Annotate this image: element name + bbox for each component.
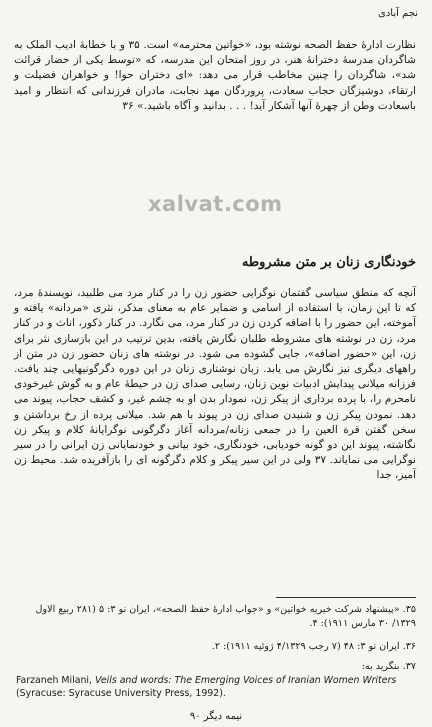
page-footer: نیمه دیگر ۹۰ [189,711,243,722]
watermark: xalvat.com [148,192,283,216]
citation-author: Farzaneh Milani, [16,675,95,686]
citation-publisher: (Syracuse: Syracuse University Press, 1992). [16,688,226,699]
footnote-36: ۳۶. ایران نو ۳: ۴۸ (۷ رجب ۴/۱۳۲۹ ژوئیه ۱۹۱۱): ۲. [211,641,416,652]
footnote-35: ۳۵. «پیشنهاد شرکت خیریه خواتین» و «جواب ادارهٔ حفظ الصحه»، ایران نو ۳: ۵ (۲۸۱ ربیع الاول ۱۳۲۹/ ۳۰ مارس ۱۹۱۱): ۴. [35,604,416,629]
footnote-separator [276,597,416,598]
paragraph-1: نظارت ادارهٔ حفظ الصحه نوشته بود، «خواتین محترمه» است. ۳۵ و با خطابهٔ ادیب الملک به شاگردان مدرسهٔ دخترانهٔ هنر، در روز امتحان این مدرسه، که «توسط یکی از حضار قرائت شد»، شاگردان را چنین مخاطب قرار می دهد: «ای دختران حوا! و خواهران فضیلت و ارتقاء، دوشیزگان حجاب سعادت، پروردگان مهد نجابت، مادران فرزندانی که انتظار و امید باسعادت وطن از چهرهٔ آنها آشکار آید! . . . بدانید و آگاه باشید.» ۳۶ [14,39,416,112]
footnote-37-citation [16,674,412,700]
running-header: نجم آبادی [378,8,418,19]
section-heading: خودنگاری زنان بر متن مشروطه [241,255,416,270]
citation-title: Veils and words: The Emerging Voices of Iranian Women Writers [94,675,397,686]
footnote-37-label: ۳۷. بنگرید به: [361,661,416,672]
paragraph-2: آنچه که منطق سیاسی گفتمان نوگرایی حضور زن را در کنار مرد می طلبید، نویسندهٔ مرد، که تا این زمان، با استفاده از اسامی و ضمایر عام به معنای مذکر، نثری «مردانه» یافته و آموخته، این حضور را با اضافه کردن زن در کنار مرد، می نگارد. در کنار ذکور، اناث و در کنار مرد، زن در نوشته های مشروطه طلبان نگارش یافته، بدین ترتیب در این بازسازی نثر برای زن، این «حضور اضافه»، جایی گشوده می شود. در نوشته های زنان حضور زن در متن از راههای دیگری نیز نگارش می یابد. زبان نوشتاری زنان در این دوره دگرگونیهایی چند یافت. فرزانه میلانی پیدایش ادبیات نوین زنان، رسایی صدای زن در حیطهٔ عام و به گوش غیرخودی نامحرم را، با پرده برداری از پیکر زن، نمودار بدن او به چشم غیر، و کشف حجاب، پیوند می دهد. نمودن پیکر زن و شنیدن صدای زن در پیوند با هم شد. میلانی پرده از رخ برداشتن و سخن گفتن قرة العین را در جمعی زنانه/مردانه آغاز دگرگونی نوگرایانهٔ کلام و پیکر زن نگاشته، پیوند این دو گونه خودیابی، خودنگاری، خود بیانی و خودنمایانی زن ایرانی را در سیر نوگرایی می نمایاند. ۳۷ ولی در این سیر پیکر و کلام دگرگونه ای را بازآفریده شد. محیط زن آمیز، جدا [14,287,416,482]
